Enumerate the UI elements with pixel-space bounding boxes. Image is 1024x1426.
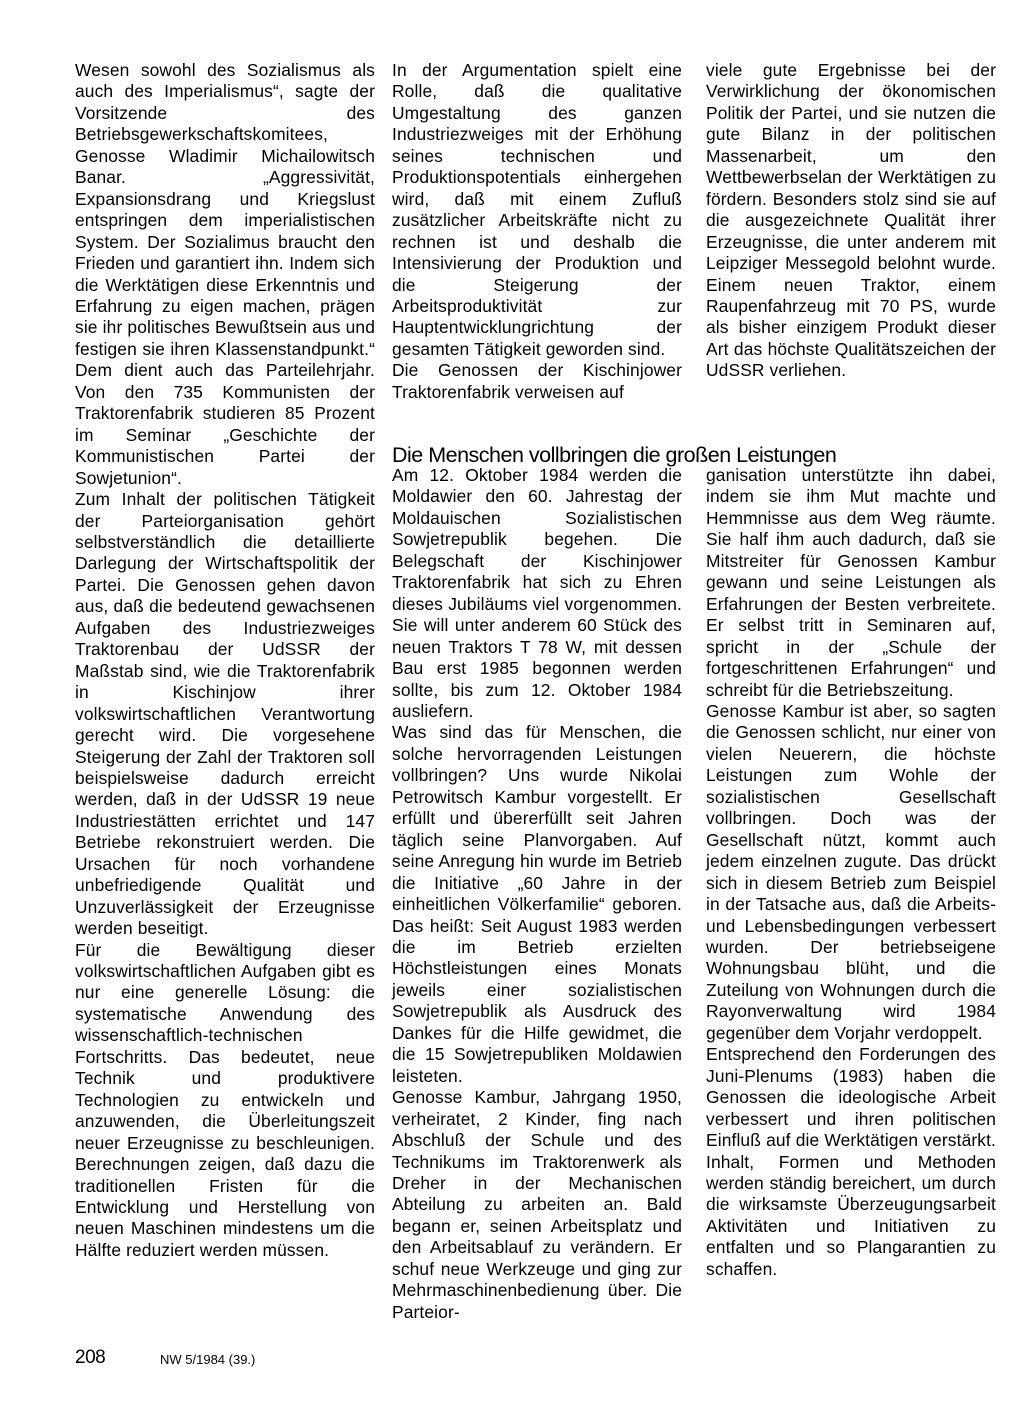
paragraph: Wesen sowohl des Sozialismus als auch des Imperialismus“, sagte der Vorsitzende des Betriebsgewerkschaftskomitees, Genosse Wladimir Michailowitsch Banar. „Aggressivität, Expansionsdrang und Kriegslust entspringen dem imperialistischen System. Der Sozialimus braucht den Frieden und garantiert ihn. Indem sich die Werktätigen diese Erkenntnis und Erfahrung zu eigen machen, prägen sie ihr politisches Bewußtsein aus und festigen sie ihren Klassenstandpunkt.“ Dem dient auch das Parteilehrjahr. Von den 735 Kommunisten der Traktorenfabrik studieren 85 Prozent im Seminar „Geschichte der Kommunistischen Partei der Sowjetunion“.	[75, 60, 375, 488]
paragraph: ganisation unterstützte ihn dabei, indem sie ihm Mut machte und Hemmnisse aus dem Weg räumte. Sie half ihm auch dadurch, daß sie Mitstreiter für Genossen Kambur gewann und seine Leistungen als Erfahrungen der Besten verbreitete. Er selbst tritt in Seminaren auf, spricht in der „Schule der fortgeschrittenen Erfahrungen“ und schreibt für die Betriebszeitung.	[706, 465, 996, 700]
paragraph: Genosse Kambur ist aber, so sagten die Genossen schlicht, nur einer von vielen Neuerern, die höchste Leistungen zum Wohle der sozialistischen Gesellschaft vollbringen. Doch was der Gesellschaft nützt, kommt auch jedem einzelnen zugute. Das drückt sich in diesem Betrieb zum Beispiel in der Tatsache aus, daß die Arbeits- und Lebensbedingungen verbessert wurden. Der betriebseigene Wohnungsbau blüht, und die Zuteilung von Wohnungen durch die Rayonverwaltung wird 1984 gegenüber dem Vorjahr verdoppelt.	[706, 700, 996, 1043]
paragraph: Was sind das für Menschen, die solche hervorragenden Leistungen vollbringen? Uns wurde Nikolai Petrowitsch Kambur vorgestellt. Er erfüllt und übererfüllt seit Jahren täglich seine Planvorgaben. Auf seine Anregung hin wurde im Betrieb die Initiative „60 Jahre in der einheitlichen Völkerfamilie“ geboren. Das heißt: Seit August 1983 werden die im Betrieb erzielten Höchstleistungen eines Monats jeweils einer sozialistischen Sowjetrepublik als Ausdruck des Dankes für die Hilfe gewidmet, die die 15 Sowjetrepubliken Moldawien leisteten.	[392, 722, 682, 1086]
paragraph: Entsprechend den Forderungen des Juni-Plenums (1983) haben die Genossen die ideologische Arbeit verbessert und ihren politischen Einfluß auf die Werktätigen verstärkt. Inhalt, Formen und Methoden werden ständig bereichert, um durch die wirksamste Überzeugungsarbeit Aktivitäten und Initiativen zu entfalten und so Plangarantien zu schaffen.	[706, 1044, 996, 1279]
paragraph: viele gute Ergebnisse bei der Verwirklichung der ökonomischen Politik der Partei, und sie nutzen die gute Bilanz in der politischen Massenarbeit, um den Wettbewerbselan der Werktätigen zu fördern. Besonders stolz sind sie auf die ausgezeichnete Qualität ihrer Erzeugnisse, die unter anderem mit Leipziger Messegold belohnt wurde. Einem neuen Traktor, einem Raupenfahrzeug mit 70 PS, wurde als bisher einzigem Produkt dieser Art das höchste Qualitätszeichen der UdSSR verliehen.	[706, 60, 996, 381]
section-headline: Die Menschen vollbringen die großen Leistungen	[392, 442, 837, 467]
paragraph: Genosse Kambur, Jahrgang 1950, verheiratet, 2 Kinder, fing nach Abschluß der Schule und des Technikums im Traktorenwerk als Dreher in der Mechanischen Abteilung zu arbeiten an. Bald begann er, seinen Arbeitsplatz und den Arbeitsablauf zu verändern. Er schuf neue Werkzeuge und ging zur Mehrmaschinenbedienung über. Die Parteior-	[392, 1087, 682, 1322]
paragraph: Für die Bewältigung dieser volkswirtschaftlichen Aufgaben gibt es nur eine generelle Lösung: die systematische Anwendung des wissenschaftlich-technischen Fortschritts. Das bedeutet, neue Technik und produktivere Technologien zu entwickeln und anzuwenden, die Überleitungszeit neuer Erzeugnisse zu beschleunigen. Berechnungen zeigen, daß dazu die traditionellen Fristen für die Entwicklung und Herstellung von neuen Maschinen mindestens um die Hälfte reduziert werden müssen.	[75, 939, 375, 1260]
paragraph: Am 12. Oktober 1984 werden die Moldawier den 60. Jahrestag der Moldauischen Sozialistischen Sowjetrepublik begehen. Die Belegschaft der Kischinjower Traktorenfabrik hat sich zu Ehren dieses Jubiläums viel vorgenommen. Sie will unter anderem 60 Stück des neuen Traktors T 78 W, mit dessen Bau erst 1985 begonnen werden sollte, bis zum 12. Oktober 1984 ausliefern.	[392, 465, 682, 721]
paragraph: Zum Inhalt der politischen Tätigkeit der Parteiorganisation gehört selbstverständlich die detaillierte Darlegung der Wirtschaftspolitik der Partei. Die Genossen gehen davon aus, daß die bedeutend gewachsenen Aufgaben des Industriezweiges Traktorenbau der UdSSR der Maßstab sind, wie die Traktorenfabrik in Kischinjow ihrer volkswirtschaftlichen Verantwortung gerecht wird. Die vorgesehene Steigerung der Zahl der Traktoren soll beispielsweise dadurch erreicht werden, daß in der UdSSR 19 neue Industriestätten errichtet und 147 Betriebe rekonstruiert werden. Die Ursachen für noch vorhandene unbefriedigende Qualität und Unzuverlässigkeit der Erzeugnisse werden beseitigt.	[75, 489, 375, 939]
paragraph: Die Genossen der Kischinjower Traktorenfabrik verweisen auf	[392, 360, 682, 402]
text-column-1	[75, 60, 375, 1261]
text-column-5	[706, 465, 996, 1280]
page-number: 208	[75, 1347, 106, 1368]
issue-reference: NW 5/1984 (39.)	[160, 1352, 256, 1367]
text-column-2	[392, 60, 682, 403]
text-column-3	[706, 60, 996, 382]
text-column-4	[392, 465, 682, 1323]
paragraph: In der Argumentation spielt eine Rolle, daß die qualitative Umgestaltung des ganzen Industriezweiges mit der Erhöhung seines technischen und Produktionspotentials einhergehen wird, daß mit einem Zufluß zusätzlicher Arbeitskräfte nicht zu rechnen ist und deshalb die Intensivierung der Produktion und die Steigerung der Arbeitsproduktivität zur Hauptentwicklungrichtung der gesamten Tätigkeit geworden sind.	[392, 60, 682, 359]
